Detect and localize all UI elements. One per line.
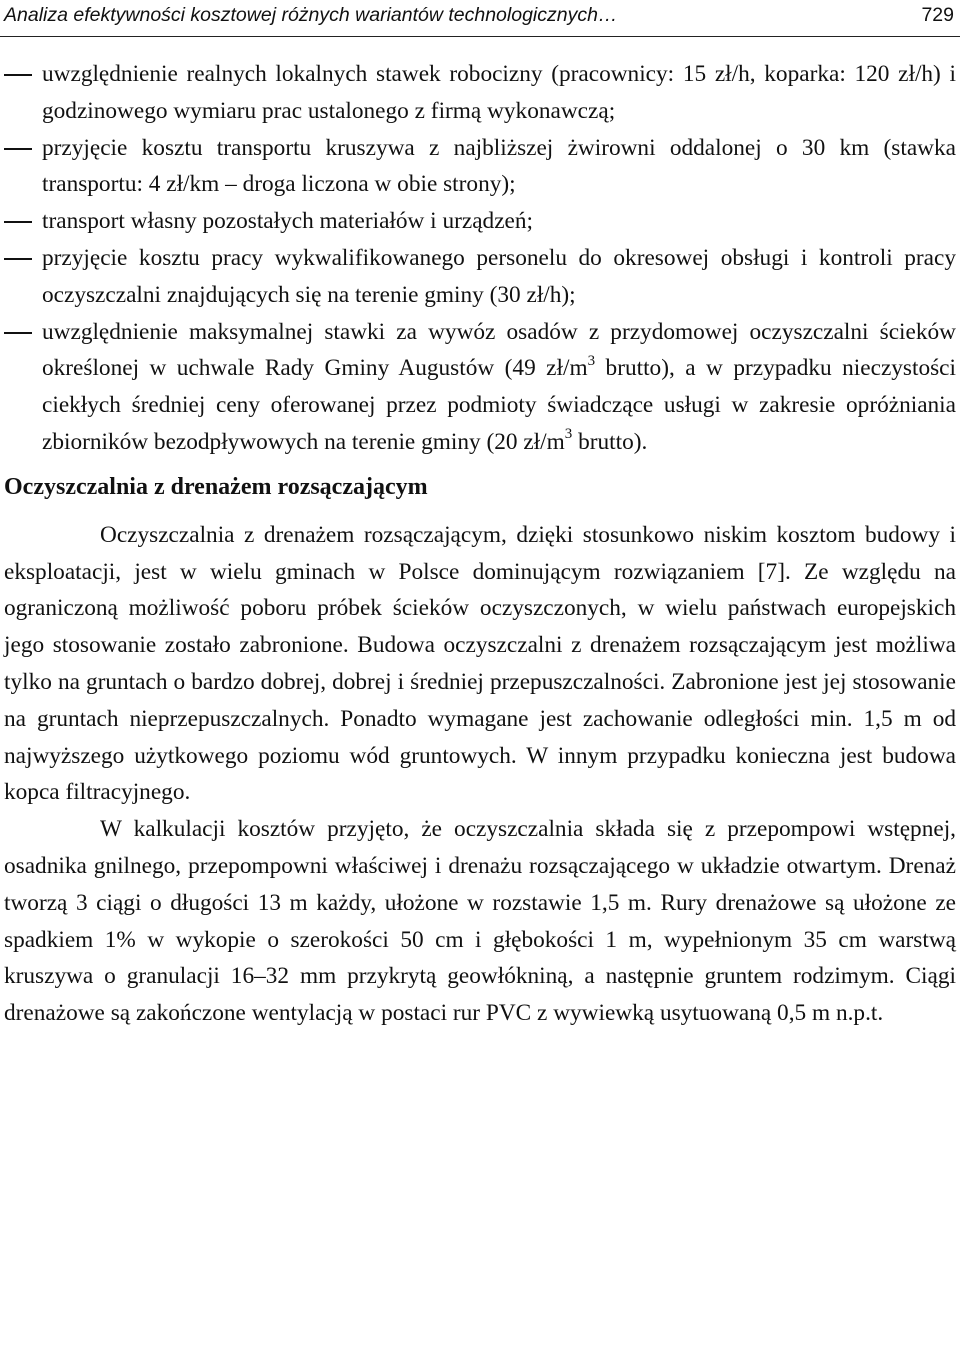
dash-bullet-icon <box>4 221 32 223</box>
running-head-title: Analiza efektywności kosztowej różnych wariantów technologicznych… <box>4 4 618 26</box>
list-item-text: przyjęcie kosztu pracy wykwalifikowanego personelu do okresowej obsługi i kontroli pracy oczyszczalni znajdujących się na terenie gminy (30 zł/h); <box>42 244 956 308</box>
body-paragraph: Oczyszczalnia z drenażem rozsączającym, dzięki stosunkowo niskim kosztom budowy i eksploatacji, jest w wielu gminach w Polsce dominującym rozwiązaniem [7]. Ze względu na ograniczoną możliwość poboru próbek ścieków oczyszczonych, w wielu państwach europejskich jego stosowanie zostało zabronione. Budowa oczyszczalni z drenażem rozsączającym jest możliwa tylko na gruntach o bardzo dobrej, dobrej i średniej przepuszczalności. Zabronione jest jej stosowanie na gruntach nieprzepuszczalnych. Ponadto wymagane jest zachowanie odległości min. 1,5 m od najwyższego użytkowego poziomu wód gruntowych. W innym przypadku konieczna jest budowa kopca filtracyjnego. <box>4 521 956 806</box>
list-item-text: brutto), a w przypadku nieczystości ciekłych średniej ceny oferowanej przez podmioty świadczące usługi w zakresie opróżniania zbiorników bezodpływowych na terenie gminy (20 zł/m <box>42 355 956 455</box>
page-content <box>4 56 956 1032</box>
list-item-text: przyjęcie kosztu transportu kruszywa z najbliższej żwirowni oddalonej o 30 km (stawka transportu: 4 zł/km – droga liczona w obie strony); <box>42 134 956 198</box>
dash-bullet-icon <box>4 74 32 76</box>
dash-bullet-icon <box>4 148 32 150</box>
section-heading: Oczyszczalnia z drenażem rozsączającym <box>4 473 428 500</box>
list-item <box>4 203 956 240</box>
page-number: 729 <box>921 4 954 26</box>
superscript: 3 <box>587 352 596 369</box>
list-item <box>4 130 956 204</box>
list-item-text: uwzględnienie maksymalnej stawki za wywóz osadów z przydomowej oczyszczalni ścieków określonej w uchwale Rady Gminy Augustów (49 zł/m <box>42 318 956 382</box>
dash-bullet-icon <box>4 332 32 334</box>
running-head <box>0 0 960 37</box>
list-item <box>4 56 956 130</box>
list-item <box>4 240 956 314</box>
dash-bullet-icon <box>4 258 32 260</box>
list-item-text: transport własny pozostałych materiałów i urządzeń; <box>42 208 534 235</box>
list-item-text: uwzględnienie realnych lokalnych stawek robocizny (pracownicy: 15 zł/h, koparka: 120 zł/h) i godzinowego wymiaru prac ustalonego z firmą wykonawczą; <box>42 61 956 124</box>
list-item-text: brutto). <box>572 428 648 455</box>
assumptions-list <box>4 56 956 461</box>
list-item <box>4 314 956 461</box>
body-paragraph: W kalkulacji kosztów przyjęto, że oczyszczalnia składa się z przepompowi wstępnej, osadnika gnilnego, przepompowni właściwej i drenażu rozsączającego w układzie otwartym. Drenaż tworzą 3 ciągi o długości 13 m każdy, ułożone w rozstawie 1,5 m. Rury drenażowe są ułożone ze spadkiem 1% w wykopie o szerokości 50 cm i głębokości 1 m, wypełnionym 35 cm warstwą kruszywa o granulacji 16–32 mm przykrytą geowłókniną, a następnie gruntem rodzimym. Ciągi drenażowe są zakończone wentylacją w postaci rur PVC z wywiewką usytuowaną 0,5 m n.p.t. <box>4 816 956 1027</box>
superscript: 3 <box>564 426 573 443</box>
